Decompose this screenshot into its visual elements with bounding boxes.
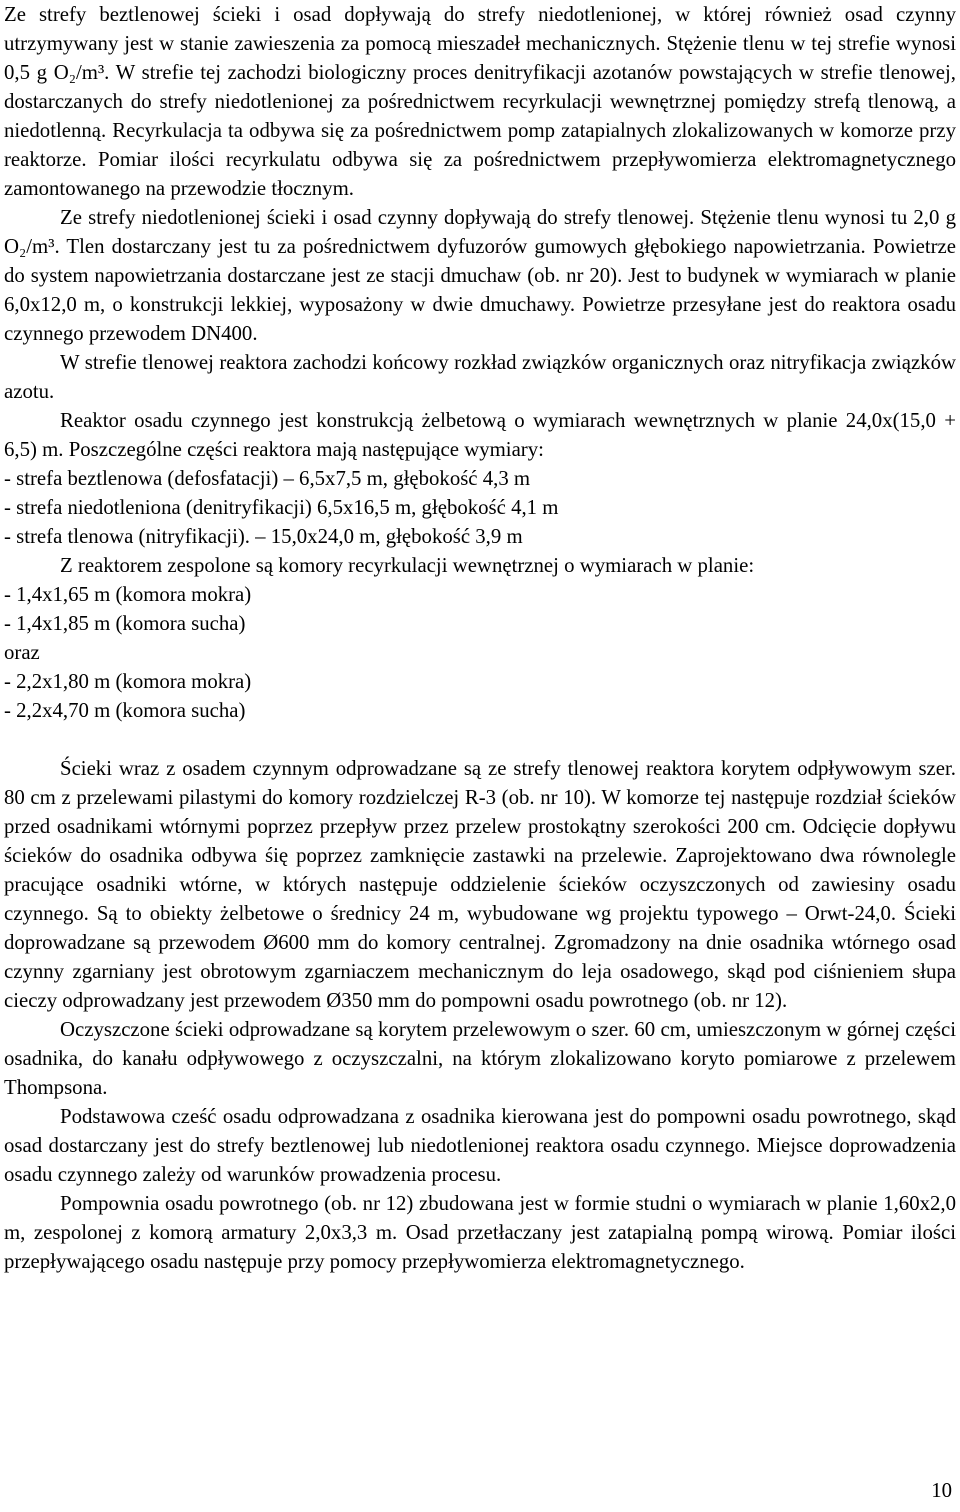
page-number: 10	[931, 1479, 952, 1502]
list-item: - 1,4x1,65 m (komora mokra)	[4, 583, 252, 606]
list-item: - 1,4x1,85 m (komora sucha)	[4, 612, 246, 635]
paragraph-pumping-station: Pompownia osadu powrotnego (ob. nr 12) zbudowana jest w formie studni o wymiarach w planie 1,60x2,0 m, zespolonej z komorą armatury 2,0x3,3 m. Osad przetłaczany jest zatapialną pompą wirową. Pomiar ilości przepływającego osadu następuje przy pomocy przepływomierza elektromagnetycznego.	[4, 1192, 956, 1273]
paragraph-return-sludge: Podstawowa cześć osadu odprowadzana z osadnika kierowana jest do pompowni osadu powrotnego, skąd osad dostarczany jest do strefy beztlenowej lub niedotlenionej reaktora osadu czynnego. Miejsce doprowadzenia osadu czynnego zależy od warunków prowadzenia procesu.	[4, 1105, 956, 1186]
blank-line	[4, 725, 956, 754]
paragraph-reactor-construction: Reaktor osadu czynnego jest konstrukcją żelbetową o wymiarach wewnętrznych w planie 24,0x(15,0 + 6,5) m. Poszczególne części reaktora mają następujące wymiary:	[4, 409, 956, 461]
paragraph-oxic-processes: W strefie tlenowej reaktora zachodzi końcowy rozkład związków organicznych oraz nitryfikacja związków azotu.	[4, 351, 956, 403]
list-item: - 2,2x1,80 m (komora mokra)	[4, 670, 252, 693]
paragraph-anoxic-zone: Ze strefy beztlenowej ścieki i osad dopływają do strefy niedotlenionej, w której również osad czynny utrzymywany jest w stanie zawieszenia za pomocą mieszadeł mechanicznych. Stężenie tlenu w tej strefie wynosi 0,5 g O₂/m³. W strefie tej zachodzi biologiczny proces denitryfikacji azotanów powstających w strefie tlenowej, dostarczanych do strefy niedotlenionej za pośrednictwem recyrkulacji wewnętrznej pomiędzy strefą tlenową, a niedotlenną. Recyrkulacja ta odbywa się za pośrednictwem pomp zatapialnych zlokalizowanych w komorze przy reaktorze. Pomiar ilości recyrkulatu odbywa się za pośrednictwem przepływomierza elektromagnetycznego zamontowanego na przewodzie tłocznym.	[4, 3, 956, 200]
paragraph-treated-outflow: Oczyszczone ścieki odprowadzane są korytem przelewowym o szer. 60 cm, umieszczonym w górnej części osadnika, do kanału odpływowego z oczyszczalni, na którym zlokalizowano koryto pomiarowe z przelewem Thompsona.	[4, 1018, 956, 1099]
paragraph-oxic-zone: Ze strefy niedotlenionej ścieki i osad czynny dopływają do strefy tlenowej. Stężenie tlenu wynosi tu 2,0 g O₂/m³. Tlen dostarczany jest tu za pośrednictwem dyfuzorów gumowych głębokiego napowietrzania. Powietrze do system napowietrzania dostarczane jest ze stacji dmuchaw (ob. nr 20). Jest to budynek w wymiarach w planie 6,0x12,0 m, o konstrukcji lekkiej, wyposażony w dwie dmuchawy. Powietrze przesyłane jest do reaktora osadu czynnego przewodem DN400.	[4, 206, 956, 345]
paragraph-secondary-settlers: Ścieki wraz z osadem czynnym odprowadzane są ze strefy tlenowej reaktora korytem odpływowym szer. 80 cm z przelewami pilastymi do komory rozdzielczej R-3 (ob. nr 10). W komorze tej następuje rozdział ścieków przed osadnikami wtórnymi poprzez przepływ przez przelew prostokątny szerokości 200 cm. Odcięcie dopływu ścieków do osadnika odbywa śię poprzez zamknięcie zastawki na przelewie. Zaprojektowano dwa równolegle pracujące osadniki wtórne, w których następuje oddzielenie ścieków oczyszczonych od zawiesiny osadu czynnego. Są to obiekty żelbetowe o średnicy 24 m, wybudowane wg projektu typowego – Orwt-24,0. Ścieki doprowadzane są przewodem Ø600 mm do komory centralnej. Zgromadzony na dnie osadnika wtórnego osad czynny zgarniany jest obrotowym zgarniaczem mechanicznym do leja osadowego, skąd pod ciśnieniem słupa cieczy odprowadzany jest przewodem Ø350 mm do pompowni osadu powrotnego (ob. nr 12).	[4, 757, 956, 1012]
list-item: - strefa tlenowa (nitryfikacji). – 15,0x24,0 m, głębokość 3,9 m	[4, 525, 523, 548]
body-text	[4, 0, 956, 1276]
list-item: - strefa beztlenowa (defosfatacji) – 6,5x7,5 m, głębokość 4,3 m	[4, 467, 531, 490]
list-item: oraz	[4, 641, 40, 664]
list-item: - strefa niedotleniona (denitryfikacji) 6,5x16,5 m, głębokość 4,1 m	[4, 496, 559, 519]
paragraph-recirculation-chambers: Z reaktorem zespolone są komory recyrkulacji wewnętrznej o wymiarach w planie:	[60, 554, 755, 577]
list-item: - 2,2x4,70 m (komora sucha)	[4, 699, 246, 722]
